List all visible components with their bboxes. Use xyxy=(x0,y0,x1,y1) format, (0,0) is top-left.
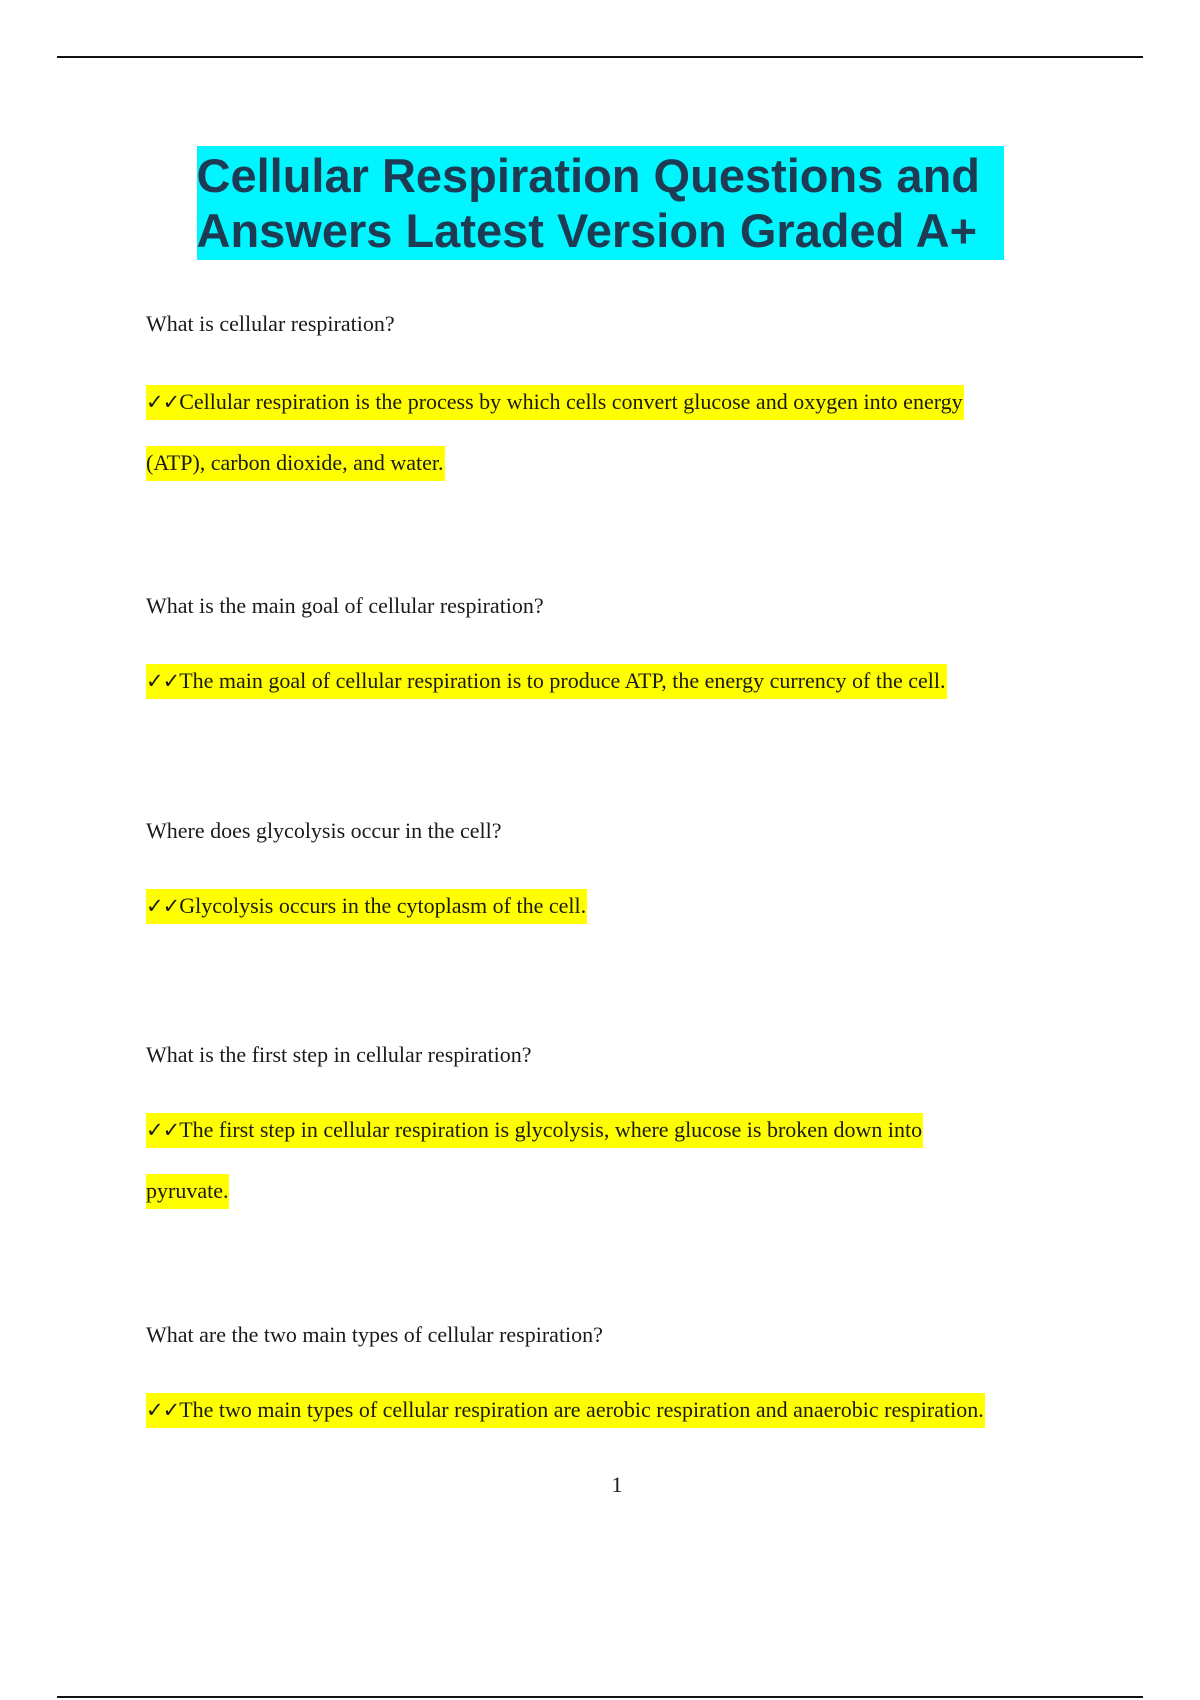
question-1: What is cellular respiration? xyxy=(146,311,395,336)
answer-4-text-2: pyruvate. xyxy=(146,1174,229,1209)
checkmark-icon: ✓✓ xyxy=(146,1398,180,1422)
title-line-1: Cellular Respiration Questions and xyxy=(196,149,980,202)
title-block xyxy=(0,146,1200,260)
question-3: Where does glycolysis occur in the cell? xyxy=(146,818,502,843)
checkmark-icon: ✓✓ xyxy=(146,1118,180,1142)
checkmark-icon: ✓✓ xyxy=(146,894,180,918)
answer-5-text-1: The two main types of cellular respiration are aerobic respiration and anaerobic respiration. xyxy=(179,1397,984,1422)
question-5: What are the two main types of cellular respiration? xyxy=(146,1322,603,1347)
checkmark-icon: ✓✓ xyxy=(146,669,180,693)
question-2: What is the main goal of cellular respiration? xyxy=(146,593,544,618)
page-number: 1 xyxy=(611,1472,623,1497)
answer-4-line-2 xyxy=(146,1178,229,1204)
answer-4-text-1: The first step in cellular respiration is glycolysis, where glucose is broken down into xyxy=(179,1117,923,1142)
answer-3-text-1: Glycolysis occurs in the cytoplasm of the cell. xyxy=(179,893,587,918)
question-4: What is the first step in cellular respiration? xyxy=(146,1042,532,1067)
answer-2-line-1 xyxy=(146,668,947,694)
answer-1-text-1: Cellular respiration is the process by which cells convert glucose and oxygen into energy xyxy=(179,389,963,414)
checkmark-icon: ✓✓ xyxy=(146,390,180,414)
document-title xyxy=(197,146,1004,260)
answer-3-line-1 xyxy=(146,893,587,919)
answer-4-line-1 xyxy=(146,1117,923,1143)
answer-1-line-2 xyxy=(146,450,445,476)
answer-1-text-2: (ATP), carbon dioxide, and water. xyxy=(146,446,445,481)
answer-1-line-1 xyxy=(146,389,964,415)
bottom-rule xyxy=(57,1696,1143,1698)
top-rule xyxy=(57,56,1143,58)
answer-5-line-1 xyxy=(146,1397,985,1423)
answer-2-text-1: The main goal of cellular respiration is to produce ATP, the energy currency of the cell. xyxy=(179,668,946,693)
title-line-2: Answers Latest Version Graded A+ xyxy=(196,204,978,257)
